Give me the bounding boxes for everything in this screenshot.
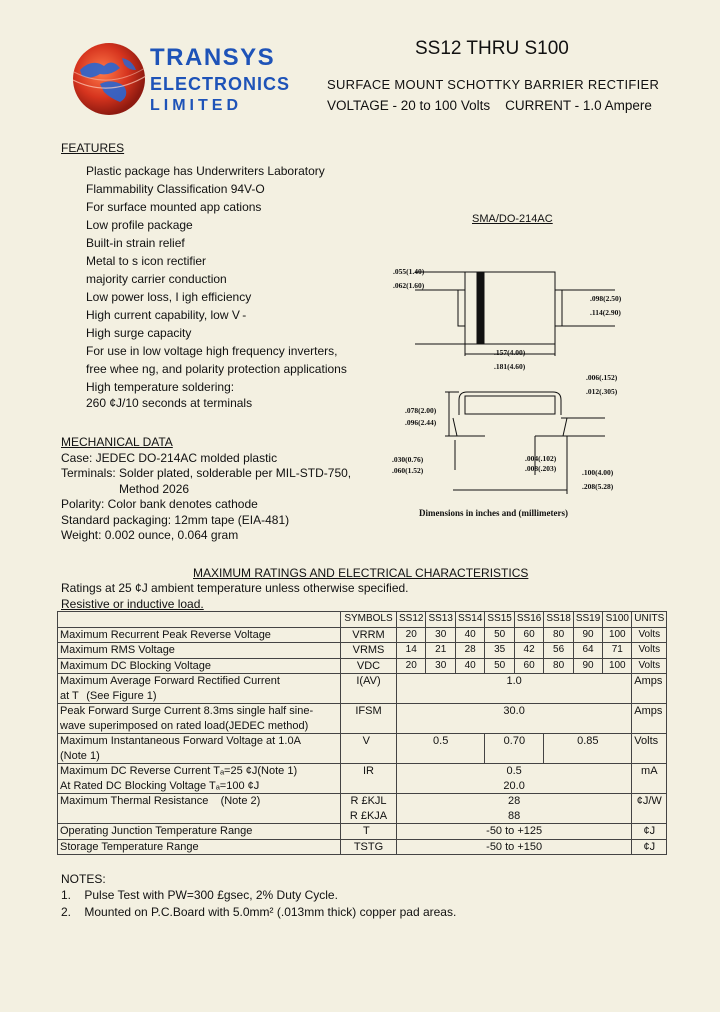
value-cell: 80 xyxy=(544,627,573,643)
value-cell: -50 to +150 xyxy=(397,839,632,855)
note-item: 1. Pulse Test with PW=300 £gsec, 2% Duty Cycle. xyxy=(61,888,338,902)
feature-item: Plastic package has Underwriters Laboratory xyxy=(86,164,325,178)
symbol-cell: V xyxy=(341,734,397,764)
dim-label: .055(1.40) xyxy=(393,267,425,276)
unit-cell: Volts xyxy=(632,643,667,659)
value-cell: 20 xyxy=(397,658,426,674)
value-cell: 60 xyxy=(514,658,543,674)
table-row xyxy=(58,643,667,659)
mechanical-item: Weight: 0.002 ounce, 0.064 gram xyxy=(61,528,239,542)
feature-item: For surface mounted app cations xyxy=(86,200,262,214)
device-description: SURFACE MOUNT SCHOTTKY BARRIER RECTIFIER xyxy=(327,77,660,92)
value-cell: 30 xyxy=(426,658,455,674)
ratings-note: Resistive or inductive load. xyxy=(61,597,204,611)
table-header-cell: SYMBOLS xyxy=(341,612,397,628)
value-cell: 0.70 xyxy=(485,734,544,764)
value-line: 0.5 xyxy=(506,765,522,777)
value-cell: 30.0 xyxy=(397,704,632,734)
unit-cell: Amps xyxy=(632,674,667,704)
value-cell: 50 xyxy=(485,627,514,643)
symbol-line: R £KJL xyxy=(350,795,387,807)
symbol-cell: TSTG xyxy=(341,839,397,855)
table-row xyxy=(58,734,667,764)
param-cell: Maximum RMS Voltage xyxy=(58,643,341,659)
table-header-cell: SS13 xyxy=(426,612,455,628)
package-body-side-view xyxy=(459,392,561,415)
feature-item: Metal to s icon rectifier xyxy=(86,254,207,268)
lead-right xyxy=(555,290,562,326)
feature-item: Built-in strain relief xyxy=(86,236,185,250)
dim-label: .096(2.44) xyxy=(405,418,437,427)
table-row xyxy=(58,764,667,794)
param-line: Maximum DC Reverse Current Tₐ=25 ¢J(Note 1) xyxy=(60,765,298,777)
feature-item: High current capability, low V - xyxy=(86,308,247,322)
table-row xyxy=(58,704,667,734)
dim-label: .060(1.52) xyxy=(392,466,424,475)
symbol-line: R £KJA xyxy=(349,809,388,822)
value-cell: 64 xyxy=(573,643,602,659)
symbol-cell: VRRM xyxy=(341,627,397,643)
table-row xyxy=(58,627,667,643)
param-cell xyxy=(58,734,341,764)
value-cell: 90 xyxy=(573,627,602,643)
table-row xyxy=(58,674,667,704)
table-header-cell: SS15 xyxy=(485,612,514,628)
lead-right-side xyxy=(535,418,567,436)
unit-cell: Volts xyxy=(632,658,667,674)
value-cell: 71 xyxy=(603,643,632,659)
feature-item: 260 ¢J/10 seconds at terminals xyxy=(86,396,253,410)
mechanical-item: Standard packaging: 12mm tape (EIA-481) xyxy=(61,513,290,527)
dimensions-caption: Dimensions in inches and (millimeters) xyxy=(419,508,569,518)
param-cell: Maximum DC Blocking Voltage xyxy=(58,658,341,674)
mechanical-item: Terminals: Solder plated, solderable per MIL-STD-750, xyxy=(61,466,352,480)
value-cell: 0.85 xyxy=(544,734,632,764)
table-row xyxy=(58,794,667,824)
value-cell: 50 xyxy=(485,658,514,674)
table-header-row xyxy=(58,612,667,628)
value-cell: 14 xyxy=(397,643,426,659)
value-cell: 60 xyxy=(514,627,543,643)
symbol-cell: VRMS xyxy=(341,643,397,659)
lead-left xyxy=(458,290,465,326)
param-cell xyxy=(58,704,341,734)
dim-label: .100(4.00) xyxy=(582,468,614,477)
company-name-line2: ELECTRONICS xyxy=(150,74,291,94)
param-line: Maximum Instantaneous Forward Voltage at 1.0A xyxy=(60,735,301,747)
param-cell xyxy=(58,674,341,704)
value-cell: 0.5 xyxy=(397,734,485,764)
value-cell: 21 xyxy=(426,643,455,659)
notes-heading: NOTES: xyxy=(61,872,106,886)
feature-item: free whee ng, and polarity protection applications xyxy=(86,362,347,376)
symbol-cell: I(AV) xyxy=(341,674,397,704)
symbol-cell: IFSM xyxy=(341,704,397,734)
dim-label: .157(4.00) xyxy=(494,348,526,357)
symbol-cell: VDC xyxy=(341,658,397,674)
feature-item: majority carrier conduction xyxy=(86,272,227,286)
package-label: SMA/DO-214AC xyxy=(472,213,553,225)
value-line: 88 xyxy=(508,809,521,822)
note-item: 2. Mounted on P.C.Board with 5.0mm² (.013mm thick) copper pad areas. xyxy=(61,905,457,919)
dim-label: .181(4.60) xyxy=(494,362,526,371)
symbol-cell: T xyxy=(341,824,397,840)
dim-label: .008(.203) xyxy=(525,464,557,473)
param-line: Maximum Average Forward Rectified Current xyxy=(60,675,280,687)
dim-label: .114(2.90) xyxy=(590,308,621,317)
value-cell xyxy=(397,764,632,794)
dim-label: .078(2.00) xyxy=(405,406,437,415)
table-header-cell: SS16 xyxy=(514,612,543,628)
mechanical-item: Case: JEDEC DO-214AC molded plastic xyxy=(61,451,278,465)
table-header-cell: SS19 xyxy=(573,612,602,628)
ratings-note: Ratings at 25 ¢J ambient temperature unless otherwise specified. xyxy=(61,581,409,595)
dim-label: .030(0.76) xyxy=(392,455,424,464)
feature-item: For use in low voltage high frequency inverters, xyxy=(86,344,338,358)
value-cell: 56 xyxy=(544,643,573,659)
value-cell: 1.0 xyxy=(397,674,632,704)
param-line: Peak Forward Surge Current 8.3ms single half sine- xyxy=(60,705,314,717)
value-cell: 100 xyxy=(603,658,632,674)
unit-cell: Volts xyxy=(632,734,667,764)
feature-item: Low profile package xyxy=(86,218,193,232)
dim-label: .062(1.60) xyxy=(393,281,425,290)
value-line: 20.0 xyxy=(503,779,525,792)
symbol-cell xyxy=(341,794,397,824)
table-header-cell: SS12 xyxy=(397,612,426,628)
part-title: SS12 THRU S100 xyxy=(415,38,569,59)
mechanical-item: Method 2026 xyxy=(119,482,190,496)
mechanical-item: Polarity: Color bank denotes cathode xyxy=(61,497,258,511)
cathode-band xyxy=(477,272,484,344)
value-cell: 35 xyxy=(485,643,514,659)
company-name-line1: TRANSYS xyxy=(150,44,276,71)
value-line: 28 xyxy=(508,795,521,807)
lead-left-side xyxy=(453,418,485,436)
unit-cell: ¢J/W xyxy=(632,794,667,824)
company-logo-globe xyxy=(70,40,148,118)
table-header-cell: SS18 xyxy=(544,612,573,628)
value-cell: 100 xyxy=(603,627,632,643)
table-header-cell: S100 xyxy=(603,612,632,628)
dim-label: .208(5.28) xyxy=(582,482,614,491)
param-cell: Maximum Thermal Resistance (Note 2) xyxy=(58,794,341,824)
feature-item: Flammability Classification 94V-O xyxy=(86,182,265,196)
unit-cell: ¢J xyxy=(632,839,667,855)
param-cell: Maximum Recurrent Peak Reverse Voltage xyxy=(58,627,341,643)
symbol-cell: IR xyxy=(341,764,397,794)
param-cell xyxy=(58,764,341,794)
unit-cell: ¢J xyxy=(632,824,667,840)
ratings-table xyxy=(57,611,667,855)
table-row xyxy=(58,658,667,674)
value-cell: 40 xyxy=(455,627,484,643)
voltage-current-line: VOLTAGE - 20 to 100 Volts CURRENT - 1.0 Ampere xyxy=(327,98,652,113)
dim-label: .006(.152) xyxy=(586,373,618,382)
dim-label: .004(.102) xyxy=(525,454,557,463)
table-header-cell: SS14 xyxy=(455,612,484,628)
features-heading: FEATURES xyxy=(61,141,125,155)
unit-cell: Volts xyxy=(632,627,667,643)
value-cell: 90 xyxy=(573,658,602,674)
param-cell: Storage Temperature Range xyxy=(58,839,341,855)
param-line: at T (See Figure 1) xyxy=(60,689,157,702)
value-cell: 30 xyxy=(426,627,455,643)
dim-label: .012(.305) xyxy=(586,387,618,396)
ratings-heading: MAXIMUM RATINGS AND ELECTRICAL CHARACTERISTICS xyxy=(193,566,529,580)
table-header-cell: UNITS xyxy=(632,612,667,628)
value-cell: 80 xyxy=(544,658,573,674)
mechanical-heading: MECHANICAL DATA xyxy=(61,435,173,449)
value-cell: 20 xyxy=(397,627,426,643)
value-cell: -50 to +125 xyxy=(397,824,632,840)
param-cell: Operating Junction Temperature Range xyxy=(58,824,341,840)
dim-label: .098(2.50) xyxy=(590,294,622,303)
unit-cell: Amps xyxy=(632,704,667,734)
param-line: wave superimposed on rated load(JEDEC method) xyxy=(60,719,309,732)
unit-cell: mA xyxy=(632,764,667,794)
param-line: (Note 1) xyxy=(60,749,100,762)
company-name-line3: LIMITED xyxy=(150,97,242,114)
feature-item: Low power loss, I igh efficiency xyxy=(86,290,252,304)
value-cell: 42 xyxy=(514,643,543,659)
value-cell: 40 xyxy=(455,658,484,674)
param-line: At Rated DC Blocking Voltage Tₐ=100 ¢J xyxy=(60,779,260,792)
value-cell: 28 xyxy=(455,643,484,659)
table-row xyxy=(58,824,667,840)
feature-item: High surge capacity xyxy=(86,326,192,340)
feature-item: High temperature soldering: xyxy=(86,380,235,394)
table-row xyxy=(58,839,667,855)
value-cell xyxy=(397,794,632,824)
